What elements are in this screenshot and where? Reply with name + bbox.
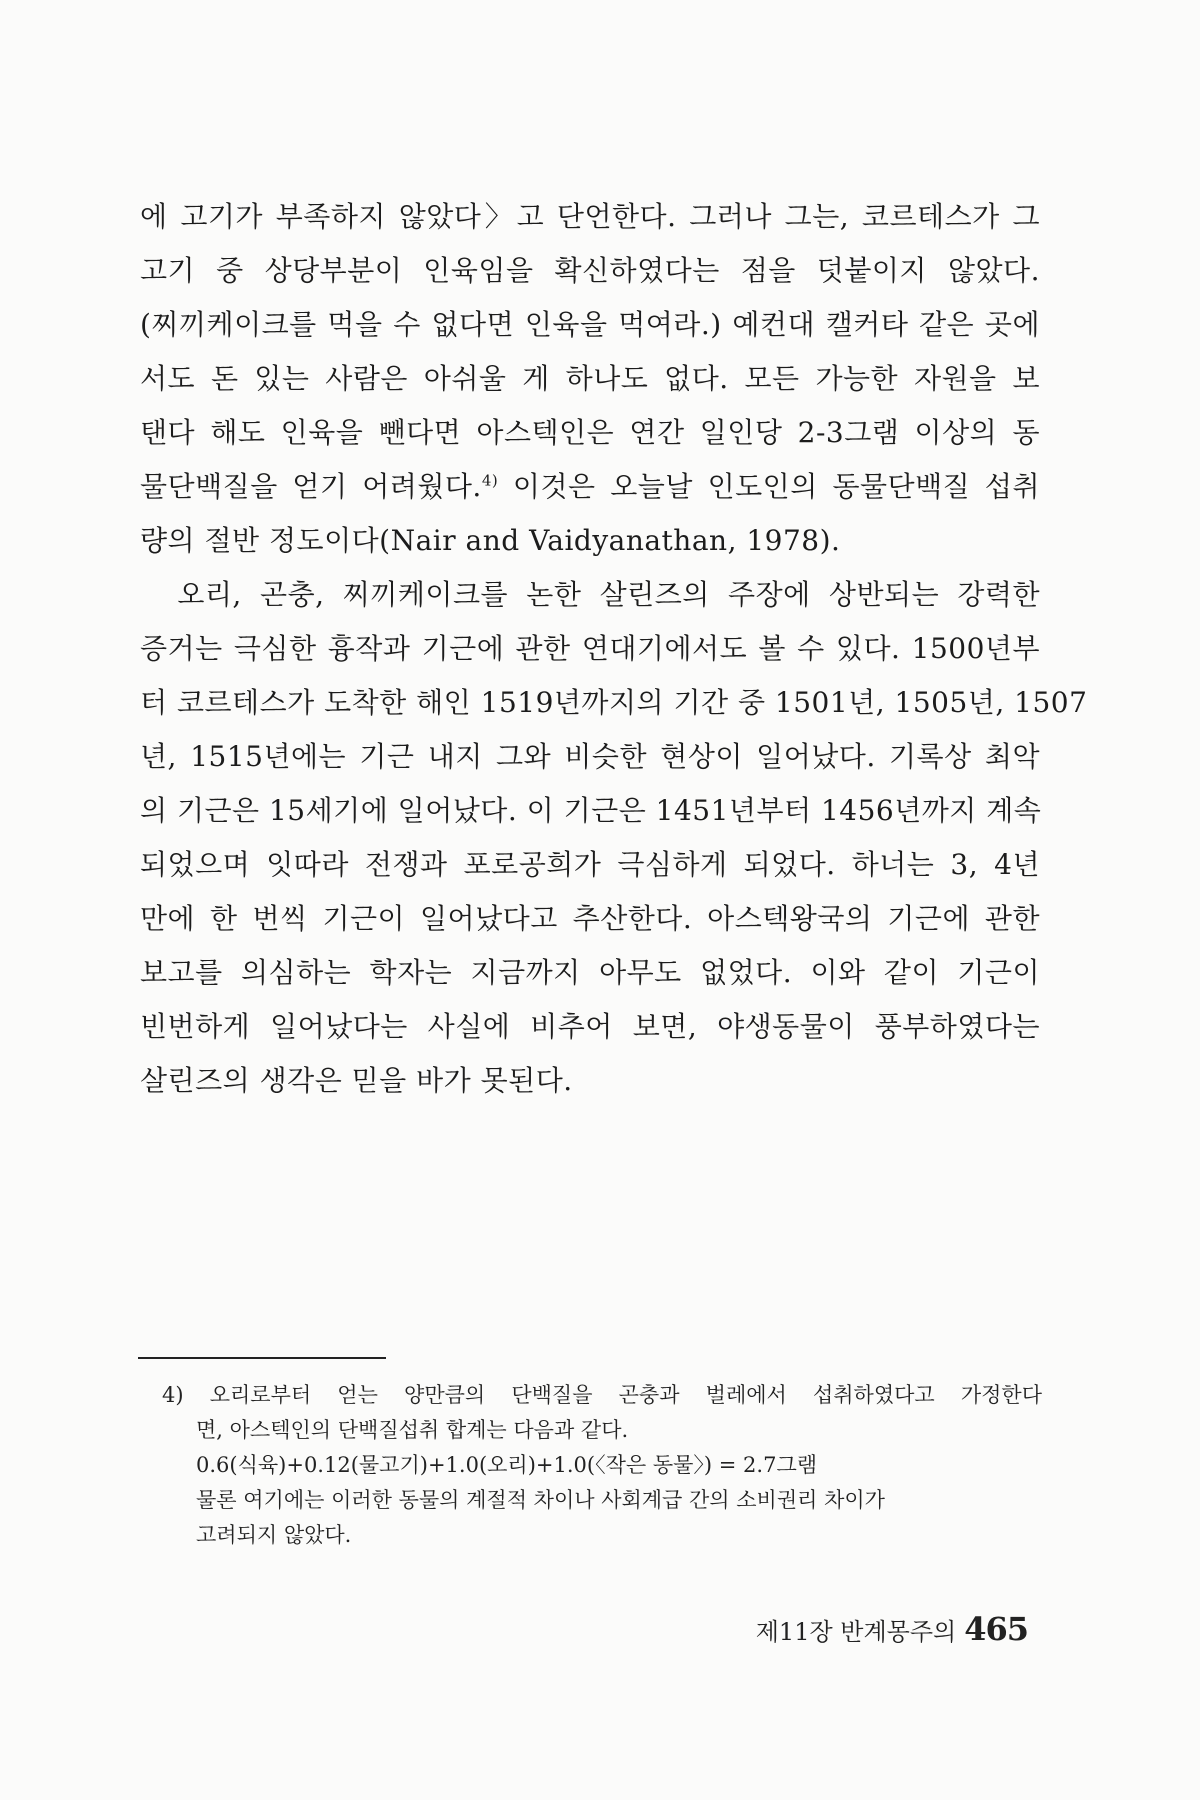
text-line: 빈번하게 일어났다는 사실에 비추어 보면, 야생동물이 풍부하였다는 (140, 1010, 1040, 1043)
text-line: 에 고기가 부족하지 않았다〉고 단언한다. 그러나 그는, 코르테스가 그 (140, 200, 1040, 233)
chapter-title: 제11장 반계몽주의 (755, 1618, 957, 1646)
text-line: 만에 한 번씩 기근이 일어났다고 추산한다. 아스텍왕국의 기근에 관한 (140, 902, 1040, 935)
text-line: 터 코르테스가 도착한 해인 1519년까지의 기간 중 1501년, 1505년, 1507 (140, 686, 1088, 719)
footnote-formula: 0.6(식육)+0.12(물고기)+1.0(오리)+1.0(〈작은 동물〉) = 2.7그램 (196, 1453, 818, 1477)
text-segment: 이것은 오늘날 인도인의 동물단백질 섭취 (498, 470, 1040, 503)
running-footer (756, 1610, 1028, 1648)
footnote-reference[interactable]: 4) (481, 471, 499, 490)
page-number: 465 (964, 1610, 1028, 1648)
footnote-line: 물론 여기에는 이러한 동물의 계절적 차이나 사회계급 간의 소비권리 차이가 (196, 1488, 885, 1512)
text-line: 년, 1515년에는 기근 내지 그와 비슷한 현상이 일어났다. 기록상 최악 (140, 740, 1040, 773)
text-line: 서도 돈 있는 사람은 아쉬울 게 하나도 없다. 모든 가능한 자원을 보 (140, 362, 1040, 395)
body-text (140, 190, 1088, 1108)
text-line: (찌끼케이크를 먹을 수 없다면 인육을 먹여라.) 예컨대 캘커타 같은 곳에 (140, 308, 1040, 341)
footnote-line: 4) 오리로부터 얻는 양만큼의 단백질을 곤충과 벌레에서 섭취하였다고 가정한다 (162, 1383, 1042, 1407)
footnote-divider (138, 1357, 386, 1359)
text-line: 증거는 극심한 흉작과 기근에 관한 연대기에서도 볼 수 있다. 1500년부 (140, 632, 1040, 665)
footnote-line: 고려되지 않았다. (196, 1523, 352, 1547)
text-segment: 물단백질을 얻기 어려웠다. (140, 470, 482, 503)
text-line: 보고를 의심하는 학자는 지금까지 아무도 없었다. 이와 같이 기근이 (140, 956, 1040, 989)
text-line: 오리, 곤충, 찌끼케이크를 논한 살린즈의 주장에 상반되는 강력한 (140, 578, 1040, 611)
text-line: 살린즈의 생각은 믿을 바가 못된다. (140, 1064, 573, 1097)
footnote-line: 면, 아스텍인의 단백질섭취 합계는 다음과 같다. (196, 1418, 629, 1442)
text-line: 탠다 해도 인육을 뺀다면 아스텍인은 연간 일인당 2-3그램 이상의 동 (140, 416, 1040, 449)
footnote (162, 1378, 1042, 1553)
text-line: 의 기근은 15세기에 일어났다. 이 기근은 1451년부터 1456년까지 계속 (140, 794, 1042, 827)
text-line: 고기 중 상당부분이 인육임을 확신하였다는 점을 덧붙이지 않았다. (140, 254, 1040, 287)
text-line-with-footnote-ref (140, 460, 1040, 514)
text-line: 되었으며 잇따라 전쟁과 포로공희가 극심하게 되었다. 하너는 3, 4년 (140, 848, 1040, 881)
text-line: 량의 절반 정도이다(Nair and Vaidyanathan, 1978). (140, 524, 841, 557)
